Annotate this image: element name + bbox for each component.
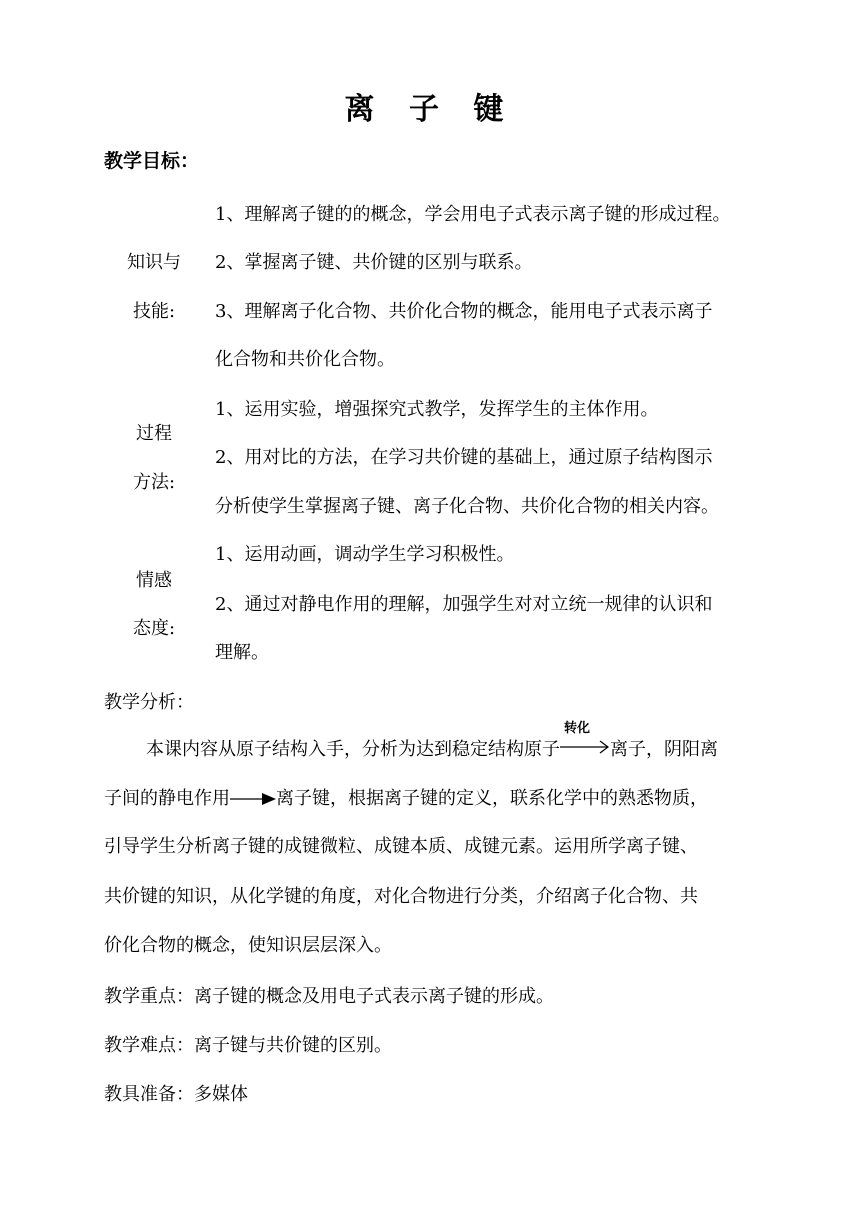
analysis-line-2-a: 子间的静电作用 — [104, 788, 230, 809]
analysis-line-2 — [104, 784, 708, 810]
analysis-line-4: 共价键的知识，从化学键的角度，对化合物进行分类，介绍离子化合物、共 — [104, 886, 698, 907]
conversion-arrow — [560, 721, 610, 755]
emotion-item-2: 2、通过对静电作用的理解，加强学生对对立统一规律的认识和 — [215, 594, 713, 615]
analysis-line-3: 引导学生分析离子键的成键微粒、成键本质、成键元素。运用所学离子键、 — [104, 836, 698, 857]
knowledge-item-2: 2、掌握离子键、共价键的区别与联系。 — [215, 252, 533, 273]
key-point: 教学重点：离子键的概念及用电子式表示离子键的形成。 — [104, 986, 554, 1007]
right-arrow-icon — [560, 739, 610, 755]
difficulty: 教学难点：离子键与共价键的区别。 — [104, 1035, 392, 1056]
objectives-heading: 教学目标： — [104, 150, 200, 172]
analysis-line-1 — [146, 721, 718, 761]
process-item-1: 1、运用实验，增强探究式教学，发挥学生的主体作用。 — [215, 399, 659, 420]
analysis-line-5: 价化合物的概念，使知识层层深入。 — [104, 935, 392, 956]
arrow-label: 转化 — [564, 721, 591, 736]
emotion-item-2-cont: 理解。 — [215, 642, 269, 663]
process-item-2: 2、用对比的方法，在学习共价键的基础上，通过原子结构图示 — [215, 447, 713, 468]
page-title: 离 子 键 — [344, 92, 516, 127]
analysis-line-1-a: 本课内容从原子结构入手，分析为达到稳定结构原子 — [146, 739, 560, 760]
process-item-2-cont: 分析使学生掌握离子键、离子化合物、共价化合物的相关内容。 — [215, 496, 719, 517]
category-knowledge-line2: 技能: — [132, 301, 176, 322]
knowledge-item-1: 1、理解离子键的的概念，学会用电子式表示离子键的形成过程。 — [215, 204, 731, 225]
analysis-line-1-b: 离子，阴阳离 — [610, 739, 718, 760]
category-emotion-line1: 情感 — [136, 570, 172, 591]
teaching-tools: 教具准备：多媒体 — [104, 1084, 248, 1105]
analysis-heading: 教学分析： — [104, 692, 194, 713]
solid-arrow-icon — [230, 792, 276, 806]
category-process-line2: 方法: — [132, 472, 176, 493]
analysis-line-2-b: 离子键，根据离子键的定义，联系化学中的熟悉物质， — [276, 788, 708, 809]
category-process-line1: 过程 — [136, 423, 172, 444]
category-emotion-line2: 态度: — [132, 618, 176, 639]
category-knowledge-line1: 知识与 — [127, 252, 181, 273]
knowledge-item-3: 3、理解离子化合物、共价化合物的概念，能用电子式表示离子 — [215, 301, 713, 322]
emotion-item-1: 1、运用动画，调动学生学习积极性。 — [215, 544, 515, 565]
knowledge-item-3-cont: 化合物和共价化合物。 — [215, 349, 395, 370]
